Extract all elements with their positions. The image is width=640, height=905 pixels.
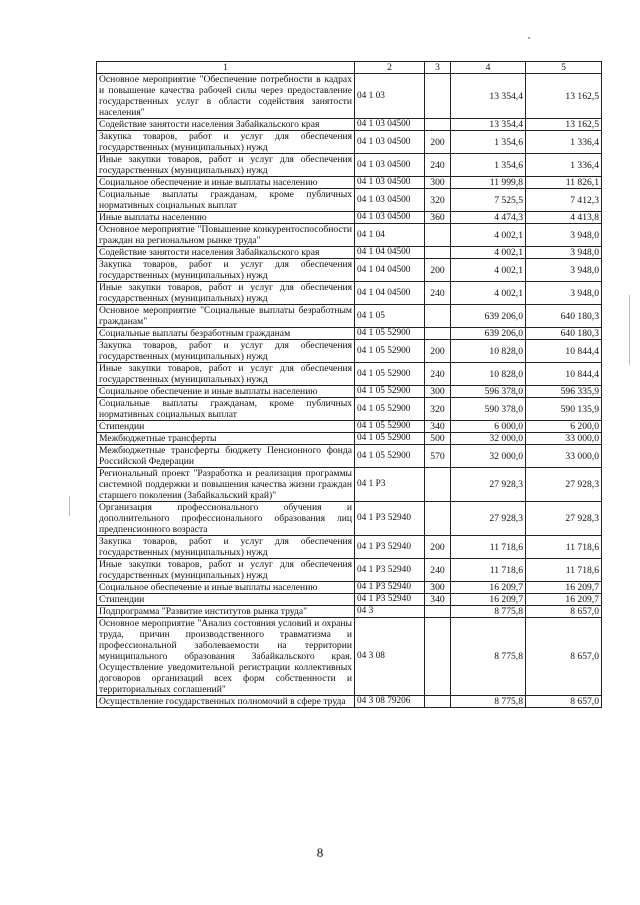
row-value-2020-cell: 11 826,1 bbox=[526, 177, 602, 189]
table-row bbox=[97, 247, 602, 259]
row-code-cell: 04 1 P3 52940 bbox=[355, 582, 425, 594]
row-value-2019-cell: 4 474,3 bbox=[451, 212, 526, 224]
row-name-cell: Основное мероприятие "Обеспечение потребности в кадрах и повышение качества рабочей силы через предоставление государственных услуг в области содействия занятости населения" bbox=[97, 74, 355, 119]
table-row bbox=[97, 328, 602, 340]
row-name-cell: Социальное обеспечение и иные выплаты населению bbox=[97, 177, 355, 189]
row-name-cell: Иные выплаты населению bbox=[97, 212, 355, 224]
row-code-cell: 04 1 05 52900 bbox=[355, 421, 425, 433]
row-value-2020-cell: 27 928,3 bbox=[526, 468, 602, 502]
row-code-cell: 04 3 bbox=[355, 606, 425, 618]
row-expense-type-cell: 500 bbox=[425, 433, 451, 445]
row-value-2020-cell: 8 657,0 bbox=[526, 606, 602, 618]
row-expense-type-cell bbox=[425, 328, 451, 340]
row-expense-type-cell: 570 bbox=[425, 445, 451, 468]
row-value-2019-cell: 6 000,0 bbox=[451, 421, 526, 433]
row-name-cell: Стипендии bbox=[97, 594, 355, 606]
table-row bbox=[97, 212, 602, 224]
row-code-cell: 04 1 03 04500 bbox=[355, 119, 425, 131]
row-value-2019-cell: 4 002,1 bbox=[451, 247, 526, 259]
row-code-cell: 04 1 05 52900 bbox=[355, 363, 425, 386]
row-code-cell: 04 1 03 04500 bbox=[355, 177, 425, 189]
row-expense-type-cell: 200 bbox=[425, 259, 451, 282]
row-code-cell: 04 1 04 04500 bbox=[355, 282, 425, 305]
row-value-2019-cell: 32 000,0 bbox=[451, 445, 526, 468]
row-name-cell: Стипендии bbox=[97, 421, 355, 433]
row-value-2019-cell: 16 209,7 bbox=[451, 594, 526, 606]
row-code-cell: 04 3 08 bbox=[355, 618, 425, 696]
row-code-cell: 04 1 05 52900 bbox=[355, 398, 425, 421]
row-value-2020-cell: 1 336,4 bbox=[526, 131, 602, 154]
row-name-cell: Закупка товаров, работ и услуг для обеспечения государственных (муниципальных) нужд bbox=[97, 131, 355, 154]
table-row bbox=[97, 259, 602, 282]
row-value-2019-cell: 8 775,8 bbox=[451, 606, 526, 618]
row-name-cell: Закупка товаров, работ и услуг для обеспечения государственных (муниципальных) нужд bbox=[97, 259, 355, 282]
row-name-cell: Социальные выплаты безработным гражданам bbox=[97, 328, 355, 340]
row-expense-type-cell: 240 bbox=[425, 559, 451, 582]
row-value-2019-cell: 32 000,0 bbox=[451, 433, 526, 445]
row-value-2019-cell: 27 928,3 bbox=[451, 468, 526, 502]
table-row bbox=[97, 154, 602, 177]
row-value-2019-cell: 4 002,1 bbox=[451, 224, 526, 247]
row-value-2020-cell: 6 200,0 bbox=[526, 421, 602, 433]
row-expense-type-cell: 240 bbox=[425, 154, 451, 177]
row-value-2020-cell: 33 000,0 bbox=[526, 445, 602, 468]
row-expense-type-cell bbox=[425, 696, 451, 708]
row-name-cell: Основное мероприятие "Социальные выплаты безработным гражданам" bbox=[97, 305, 355, 328]
row-value-2020-cell: 10 844,4 bbox=[526, 340, 602, 363]
row-name-cell: Основное мероприятие "Анализ состояния условий и охраны труда, причин производственного травматизма и профессиональной заболеваемости на территории муниципального образования Забайкальского края. Осуществление уведомительной регистрации коллективных договоров организаций всех форм собственности и территориальных соглашений" bbox=[97, 618, 355, 696]
row-name-cell: Межбюджетные трансферты бюджету Пенсионного фонда Российской Федерации bbox=[97, 445, 355, 468]
row-name-cell: Иные закупки товаров, работ и услуг для обеспечения государственных (муниципальных) нужд bbox=[97, 559, 355, 582]
row-value-2020-cell: 33 000,0 bbox=[526, 433, 602, 445]
column-header: 4 bbox=[451, 62, 526, 74]
table-row bbox=[97, 340, 602, 363]
row-expense-type-cell bbox=[425, 224, 451, 247]
row-value-2020-cell: 3 948,0 bbox=[526, 224, 602, 247]
row-expense-type-cell: 300 bbox=[425, 177, 451, 189]
row-code-cell: 04 1 03 04500 bbox=[355, 131, 425, 154]
row-expense-type-cell bbox=[425, 119, 451, 131]
table-row bbox=[97, 224, 602, 247]
row-expense-type-cell: 240 bbox=[425, 363, 451, 386]
table-row bbox=[97, 119, 602, 131]
row-name-cell: Иные закупки товаров, работ и услуг для обеспечения государственных (муниципальных) нужд bbox=[97, 363, 355, 386]
row-value-2020-cell: 3 948,0 bbox=[526, 282, 602, 305]
scan-edge-mark bbox=[69, 496, 70, 516]
table-row bbox=[97, 433, 602, 445]
row-code-cell: 04 1 P3 52940 bbox=[355, 559, 425, 582]
page-number: 8 bbox=[316, 845, 324, 860]
row-value-2019-cell: 7 525,5 bbox=[451, 189, 526, 212]
row-value-2020-cell: 10 844,4 bbox=[526, 363, 602, 386]
row-value-2020-cell: 11 718,6 bbox=[526, 536, 602, 559]
row-name-cell: Закупка товаров, работ и услуг для обеспечения государственных (муниципальных) нужд bbox=[97, 536, 355, 559]
row-expense-type-cell: 320 bbox=[425, 398, 451, 421]
scan-edge-mark bbox=[629, 295, 630, 365]
table-row bbox=[97, 502, 602, 536]
row-value-2020-cell: 640 180,3 bbox=[526, 328, 602, 340]
row-value-2019-cell: 13 354,4 bbox=[451, 119, 526, 131]
row-value-2019-cell: 13 354,4 bbox=[451, 74, 526, 119]
row-code-cell: 04 1 05 52900 bbox=[355, 328, 425, 340]
row-name-cell: Социальное обеспечение и иные выплаты населению bbox=[97, 582, 355, 594]
row-code-cell: 04 1 P3 bbox=[355, 468, 425, 502]
row-value-2020-cell: 3 948,0 bbox=[526, 247, 602, 259]
row-value-2020-cell: 4 413,8 bbox=[526, 212, 602, 224]
row-name-cell: Иные закупки товаров, работ и услуг для обеспечения государственных (муниципальных) нужд bbox=[97, 282, 355, 305]
table-row bbox=[97, 177, 602, 189]
table-row bbox=[97, 189, 602, 212]
row-value-2019-cell: 27 928,3 bbox=[451, 502, 526, 536]
row-value-2019-cell: 16 209,7 bbox=[451, 582, 526, 594]
table-row bbox=[97, 696, 602, 708]
row-name-cell: Социальные выплаты гражданам, кроме публичных нормативных социальных выплат bbox=[97, 189, 355, 212]
row-value-2020-cell: 3 948,0 bbox=[526, 259, 602, 282]
row-value-2020-cell: 8 657,0 bbox=[526, 696, 602, 708]
table-row bbox=[97, 398, 602, 421]
row-expense-type-cell: 300 bbox=[425, 582, 451, 594]
table-row bbox=[97, 363, 602, 386]
row-value-2019-cell: 11 718,6 bbox=[451, 536, 526, 559]
row-name-cell: Межбюджетные трансферты bbox=[97, 433, 355, 445]
column-header: 1 bbox=[97, 62, 355, 74]
row-value-2020-cell: 590 135,9 bbox=[526, 398, 602, 421]
row-expense-type-cell: 340 bbox=[425, 421, 451, 433]
row-value-2020-cell: 640 180,3 bbox=[526, 305, 602, 328]
column-header: 5 bbox=[526, 62, 602, 74]
row-name-cell: Содействие занятости населения Забайкальского края bbox=[97, 119, 355, 131]
table-row bbox=[97, 305, 602, 328]
row-code-cell: 04 3 08 79206 bbox=[355, 696, 425, 708]
row-code-cell: 04 1 05 52900 bbox=[355, 340, 425, 363]
row-code-cell: 04 1 05 52900 bbox=[355, 386, 425, 398]
row-value-2020-cell: 11 718,6 bbox=[526, 559, 602, 582]
row-code-cell: 04 1 P3 52940 bbox=[355, 536, 425, 559]
row-name-cell: Региональный проект "Разработка и реализация программы системной поддержки и повышения качества жизни граждан старшего поколения (Забайкальский край)" bbox=[97, 468, 355, 502]
table-row bbox=[97, 582, 602, 594]
row-value-2020-cell: 13 162,5 bbox=[526, 119, 602, 131]
row-expense-type-cell: 240 bbox=[425, 282, 451, 305]
row-expense-type-cell: 360 bbox=[425, 212, 451, 224]
row-name-cell: Осуществление государственных полномочий в сфере труда bbox=[97, 696, 355, 708]
row-expense-type-cell bbox=[425, 74, 451, 119]
row-name-cell: Подпрограмма "Развитие институтов рынка труда" bbox=[97, 606, 355, 618]
row-expense-type-cell: 300 bbox=[425, 386, 451, 398]
scan-dust-mark bbox=[528, 37, 530, 39]
column-header: 3 bbox=[425, 62, 451, 74]
row-expense-type-cell: 340 bbox=[425, 594, 451, 606]
row-code-cell: 04 1 03 04500 bbox=[355, 189, 425, 212]
row-expense-type-cell: 200 bbox=[425, 536, 451, 559]
row-name-cell: Социальное обеспечение и иные выплаты населению bbox=[97, 386, 355, 398]
row-expense-type-cell bbox=[425, 305, 451, 328]
table-row bbox=[97, 594, 602, 606]
row-expense-type-cell bbox=[425, 618, 451, 696]
row-value-2020-cell: 16 209,7 bbox=[526, 582, 602, 594]
row-name-cell: Организация профессионального обучения и дополнительного профессионального образования лиц предпенсионного возраста bbox=[97, 502, 355, 536]
row-value-2019-cell: 1 354,6 bbox=[451, 131, 526, 154]
row-expense-type-cell: 200 bbox=[425, 131, 451, 154]
row-value-2019-cell: 10 828,0 bbox=[451, 363, 526, 386]
row-value-2019-cell: 11 999,8 bbox=[451, 177, 526, 189]
row-code-cell: 04 1 05 bbox=[355, 305, 425, 328]
table-row bbox=[97, 131, 602, 154]
table-row bbox=[97, 282, 602, 305]
table-row bbox=[97, 606, 602, 618]
row-value-2019-cell: 8 775,8 bbox=[451, 696, 526, 708]
table-row bbox=[97, 559, 602, 582]
table-row bbox=[97, 74, 602, 119]
row-code-cell: 04 1 04 04500 bbox=[355, 259, 425, 282]
table-header-row bbox=[97, 62, 602, 74]
table-row bbox=[97, 445, 602, 468]
row-value-2019-cell: 596 378,0 bbox=[451, 386, 526, 398]
row-expense-type-cell: 200 bbox=[425, 340, 451, 363]
row-value-2019-cell: 590 378,0 bbox=[451, 398, 526, 421]
row-code-cell: 04 1 P3 52940 bbox=[355, 502, 425, 536]
row-name-cell: Закупка товаров, работ и услуг для обеспечения государственных (муниципальных) нужд bbox=[97, 340, 355, 363]
row-name-cell: Содействие занятости населения Забайкальского края bbox=[97, 247, 355, 259]
row-value-2020-cell: 27 928,3 bbox=[526, 502, 602, 536]
row-expense-type-cell bbox=[425, 247, 451, 259]
row-value-2020-cell: 16 209,7 bbox=[526, 594, 602, 606]
row-expense-type-cell: 320 bbox=[425, 189, 451, 212]
row-code-cell: 04 1 05 52900 bbox=[355, 445, 425, 468]
row-value-2019-cell: 8 775,8 bbox=[451, 618, 526, 696]
row-value-2019-cell: 639 206,0 bbox=[451, 305, 526, 328]
row-code-cell: 04 1 03 04500 bbox=[355, 154, 425, 177]
row-code-cell: 04 1 03 04500 bbox=[355, 212, 425, 224]
row-value-2019-cell: 1 354,6 bbox=[451, 154, 526, 177]
row-value-2020-cell: 596 335,9 bbox=[526, 386, 602, 398]
table-row bbox=[97, 386, 602, 398]
row-code-cell: 04 1 05 52900 bbox=[355, 433, 425, 445]
row-code-cell: 04 1 P3 52940 bbox=[355, 594, 425, 606]
table-row bbox=[97, 536, 602, 559]
budget-table-container bbox=[96, 61, 601, 708]
row-name-cell: Иные закупки товаров, работ и услуг для обеспечения государственных (муниципальных) нужд bbox=[97, 154, 355, 177]
row-name-cell: Социальные выплаты гражданам, кроме публичных нормативных социальных выплат bbox=[97, 398, 355, 421]
row-value-2020-cell: 7 412,3 bbox=[526, 189, 602, 212]
row-value-2019-cell: 4 002,1 bbox=[451, 259, 526, 282]
row-value-2019-cell: 639 206,0 bbox=[451, 328, 526, 340]
row-code-cell: 04 1 04 bbox=[355, 224, 425, 247]
row-value-2019-cell: 11 718,6 bbox=[451, 559, 526, 582]
column-header: 2 bbox=[355, 62, 425, 74]
row-code-cell: 04 1 04 04500 bbox=[355, 247, 425, 259]
row-value-2020-cell: 1 336,4 bbox=[526, 154, 602, 177]
row-value-2019-cell: 10 828,0 bbox=[451, 340, 526, 363]
table-row bbox=[97, 618, 602, 696]
budget-table bbox=[96, 61, 602, 708]
row-expense-type-cell bbox=[425, 502, 451, 536]
row-code-cell: 04 1 03 bbox=[355, 74, 425, 119]
row-expense-type-cell bbox=[425, 606, 451, 618]
row-name-cell: Основное мероприятие "Повышение конкурентоспособности граждан на региональном рынке труда" bbox=[97, 224, 355, 247]
table-row bbox=[97, 421, 602, 433]
row-value-2020-cell: 8 657,0 bbox=[526, 618, 602, 696]
row-value-2020-cell: 13 162,5 bbox=[526, 74, 602, 119]
row-expense-type-cell bbox=[425, 468, 451, 502]
table-row bbox=[97, 468, 602, 502]
row-value-2019-cell: 4 002,1 bbox=[451, 282, 526, 305]
